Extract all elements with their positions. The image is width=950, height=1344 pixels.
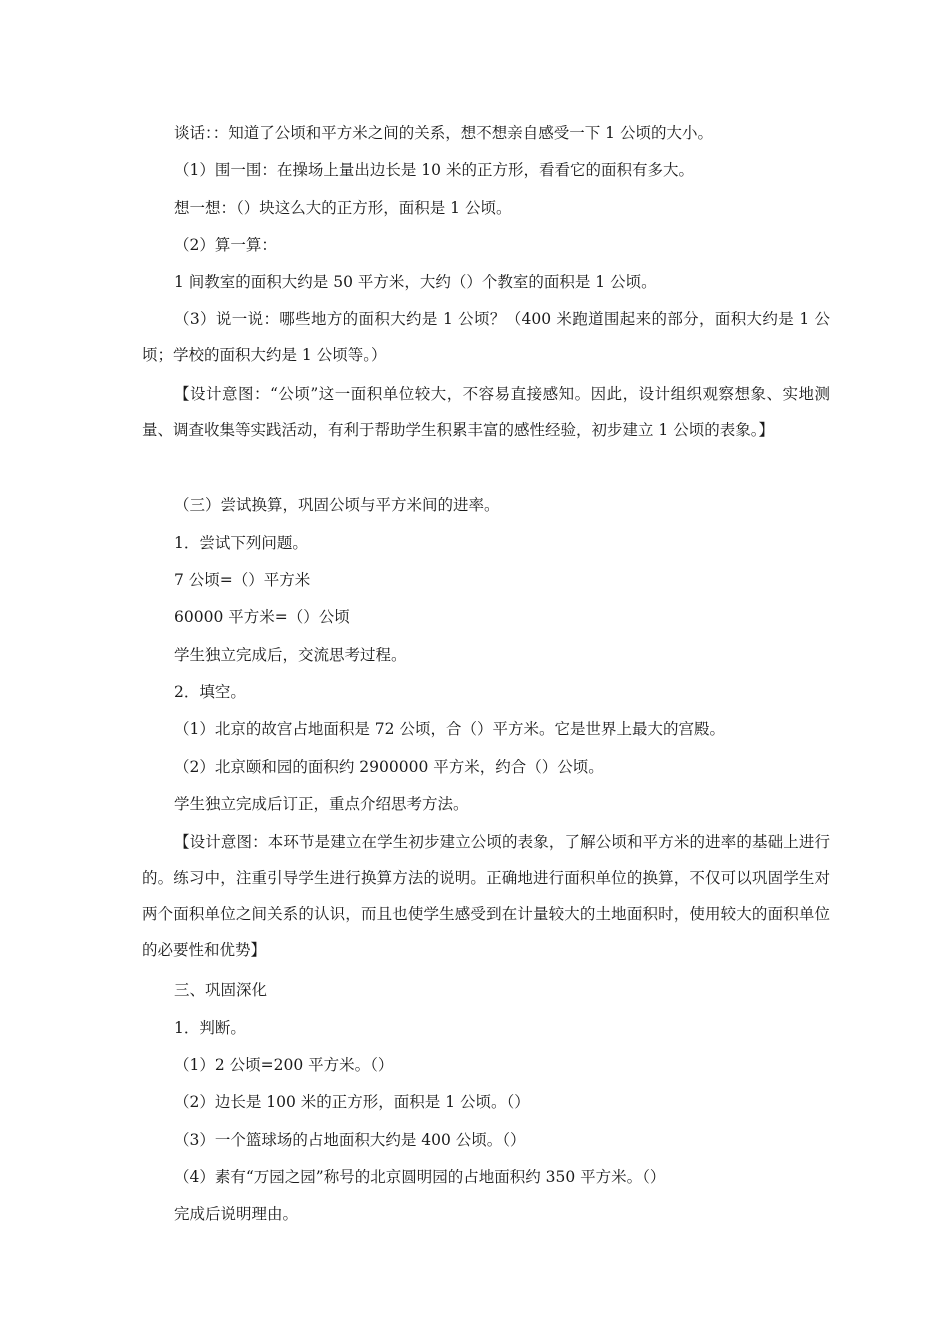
- paragraph-fill-blank: 2．填空。: [174, 683, 246, 701]
- paragraph-classroom-area: 1 间教室的面积大约是 50 平方米，大约（）个教室的面积是 1 公顷。: [174, 273, 657, 291]
- paragraph-problem-2: 60000 平方米=（）公顷: [174, 608, 350, 626]
- paragraph-problem-1: 7 公顷=（）平方米: [174, 571, 311, 589]
- paragraph-judge-3: （3）一个篮球场的占地面积大约是 400 公顷。（）: [174, 1131, 526, 1149]
- section-heading-conversion: （三）尝试换算，巩固公顷与平方米间的进率。: [174, 496, 500, 514]
- paragraph-think: 想一想：（）块这么大的正方形，面积是 1 公顷。: [174, 199, 512, 217]
- paragraph-design-intent-1: 【设计意图：“公顷”这一面积单位较大，不容易直接感知。因此，设计组织观察想象、实地测量、调查收集等实践活动，有利于帮助学生积累丰富的感性经验，初步建立 1 公顷的表象。】: [142, 385, 830, 439]
- paragraph-try-problems: 1．尝试下列问题。: [174, 534, 308, 552]
- paragraph-judge-4: （4）素有“万园之园”称号的北京圆明园的占地面积约 350 平方米。（）: [174, 1168, 666, 1186]
- paragraph-summer-palace: （2）北京颐和园的面积约 2900000 平方米，约合（）公顷。: [174, 758, 604, 776]
- paragraph-judge-2: （2）边长是 100 米的正方形，面积是 1 公顷。（）: [174, 1093, 530, 1111]
- paragraph-design-intent-2: 【设计意图：本环节是建立在学生初步建立公顷的表象，了解公顷和平方米的进率的基础上进行的。练习中，注重引导学生进行换算方法的说明。正确地进行面积单位的换算，不仅可以巩固学生对两个面积单位之间关系的认识，而且也使学生感受到在计量较大的土地面积时，使用较大的面积单位的必要性和优势】: [142, 833, 830, 959]
- paragraph-student-exchange: 学生独立完成后，交流思考过程。: [174, 646, 407, 664]
- paragraph-judge-1: （1）2 公顷=200 平方米。（）: [174, 1056, 394, 1074]
- paragraph-forbidden-city: （1）北京的故宫占地面积是 72 公顷，合（）平方米。它是世界上最大的宫殿。: [174, 720, 725, 738]
- paragraph-discuss: （3）说一说：哪些地方的面积大约是 1 公顷？（400 米跑道围起来的部分，面积大约是 1 公顷；学校的面积大约是 1 公顷等。）: [142, 310, 830, 364]
- section-heading-consolidate: 三、巩固深化: [174, 981, 268, 999]
- paragraph-explain-reason: 完成后说明理由。: [174, 1205, 299, 1223]
- paragraph-calculate-heading: （2）算一算：: [174, 236, 277, 254]
- paragraph-student-correct: 学生独立完成后订正，重点介绍思考方法。: [174, 795, 469, 813]
- paragraph-activity-enclose: （1）围一围：在操场上量出边长是 10 米的正方形，看看它的面积有多大。: [174, 161, 694, 179]
- paragraph-dialogue-intro: 谈话：：知道了公顷和平方米之间的关系，想不想亲自感受一下 1 公顷的大小。: [174, 124, 713, 142]
- paragraph-judge: 1．判断。: [174, 1019, 246, 1037]
